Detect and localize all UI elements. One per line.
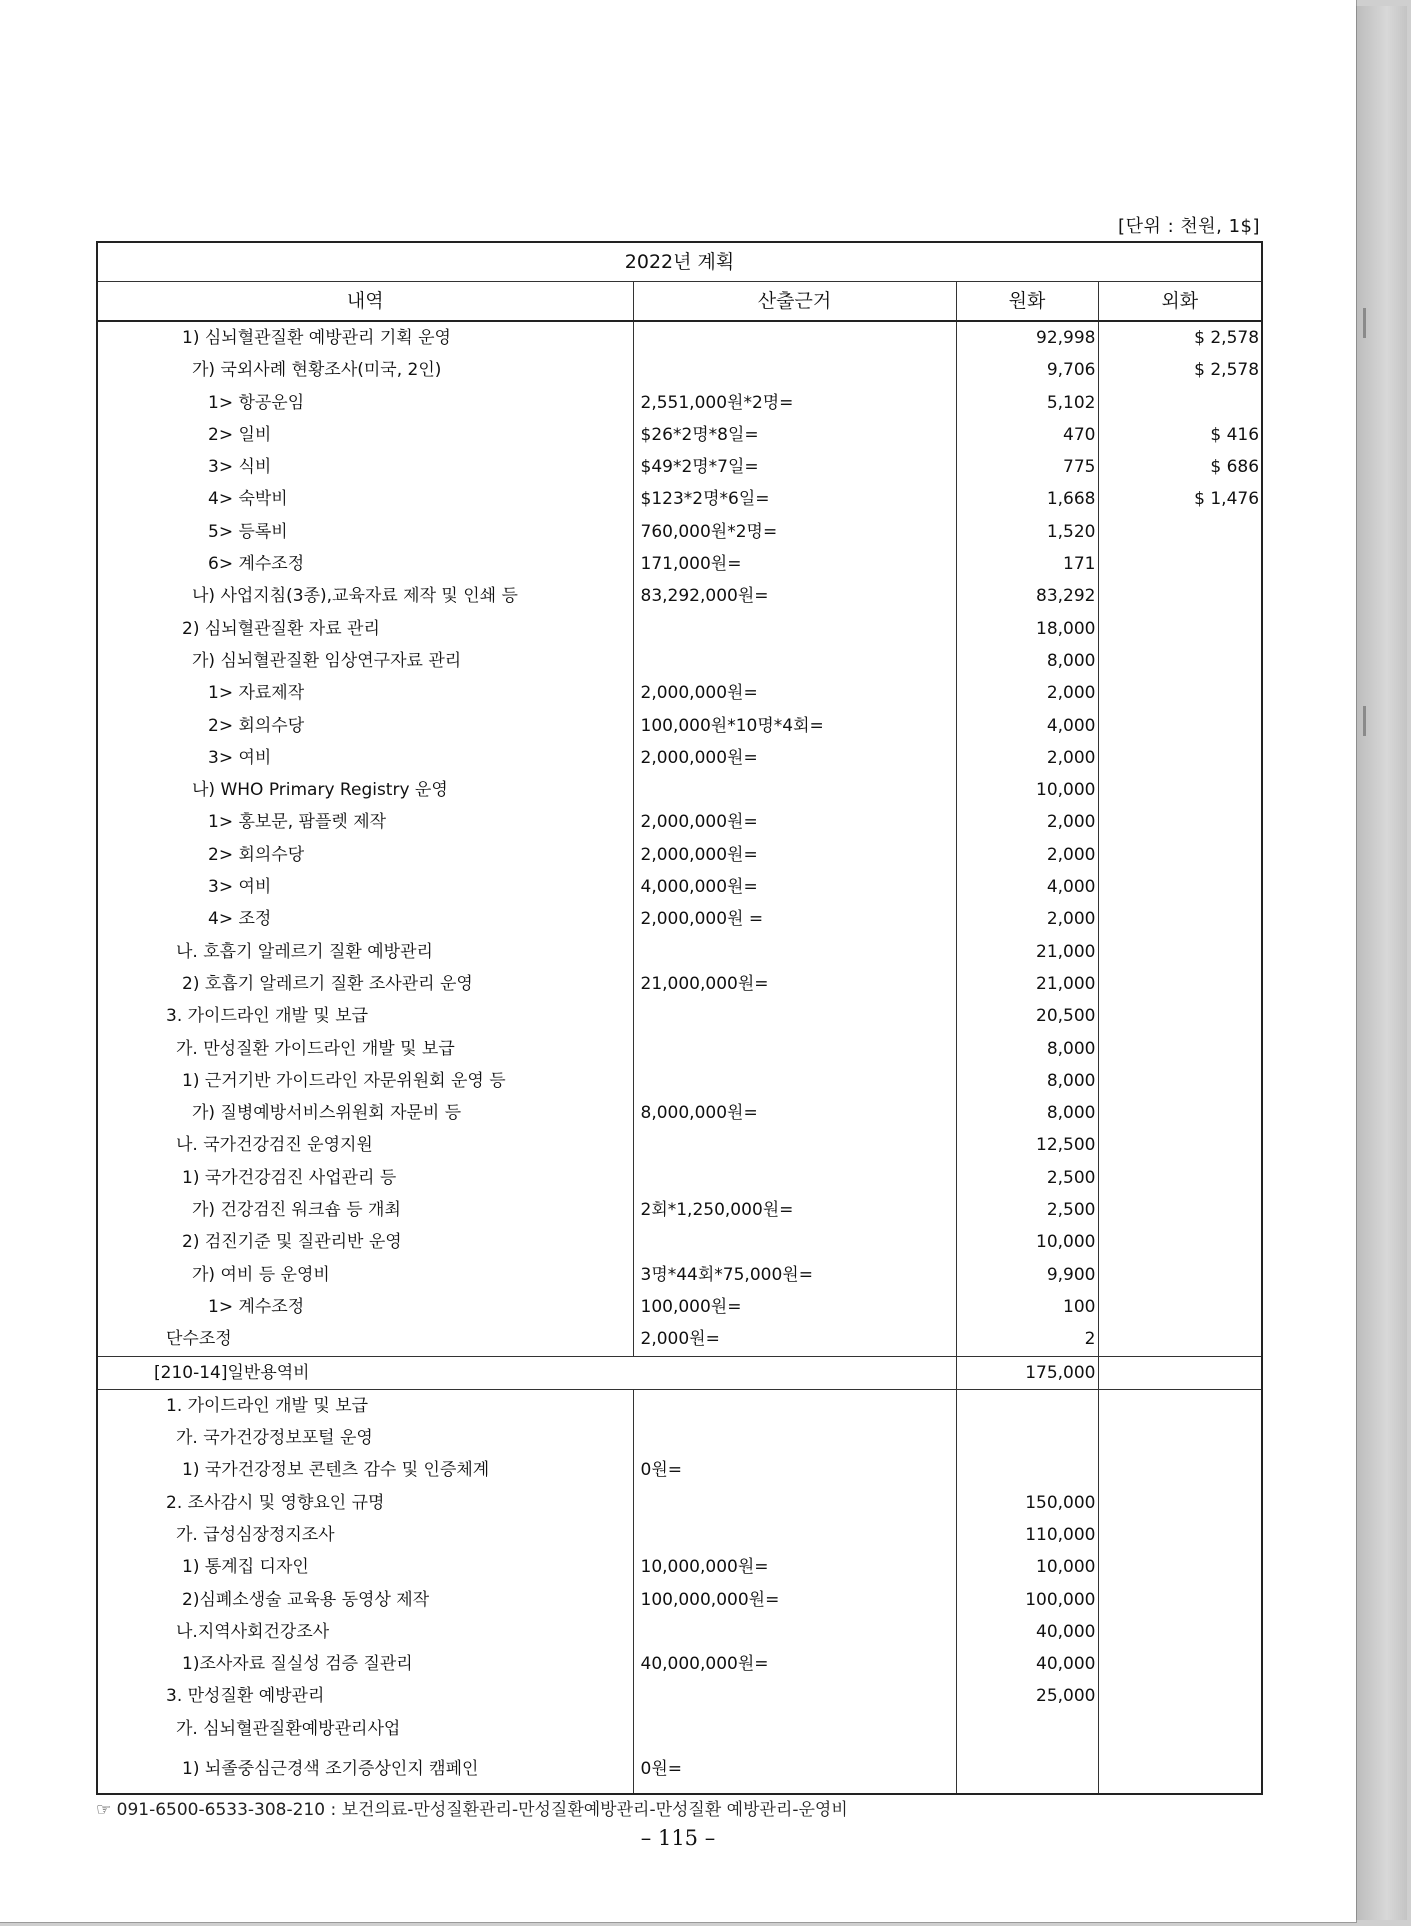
foreign-cell — [1098, 1713, 1262, 1745]
item-label: 나. 국가건강검진 운영지원 — [97, 1129, 633, 1161]
foreign-cell — [1098, 1680, 1262, 1712]
foreign-cell: $ 686 — [1210, 457, 1260, 478]
section-krw: 175,000 — [956, 1356, 1098, 1389]
basis-cell: 100,000,000원= — [633, 1584, 956, 1616]
basis-cell — [633, 1487, 956, 1519]
basis-cell: 2,551,000원*2명= — [633, 387, 956, 419]
krw-cell: 150,000 — [956, 1487, 1098, 1519]
plan-title: 2022년 계획 — [97, 242, 1262, 282]
table-row — [97, 968, 1262, 1000]
krw-cell: 4,000 — [956, 871, 1098, 903]
krw-cell: 2,000 — [956, 806, 1098, 838]
krw-cell — [956, 1745, 1098, 1794]
foreign-cell — [1098, 1584, 1262, 1616]
basis-cell — [633, 645, 956, 677]
item-label: 1. 가이드라인 개발 및 보급 — [97, 1389, 633, 1422]
table-row — [97, 1422, 1262, 1454]
item-label: 1) 뇌졸중심근경색 조기증상인지 캠페인 — [97, 1745, 633, 1794]
item-label: 3. 가이드라인 개발 및 보급 — [97, 1000, 633, 1032]
item-label: 3> 식비 — [97, 451, 633, 483]
item-label: 가) 건강검진 워크숍 등 개최 — [97, 1194, 633, 1226]
basis-cell: 21,000,000원= — [633, 968, 956, 1000]
table-row — [97, 1487, 1262, 1519]
foreign-cell — [1098, 871, 1262, 903]
item-label: 1) 국가건강정보 콘텐츠 감수 및 인증체계 — [97, 1454, 633, 1486]
krw-cell: 2,000 — [956, 742, 1098, 774]
krw-cell: 8,000 — [956, 1097, 1098, 1129]
item-label: 2. 조사감시 및 영향요인 규명 — [97, 1487, 633, 1519]
basis-cell: $123*2명*6일= — [633, 483, 956, 515]
section-foreign — [1098, 1356, 1262, 1389]
foreign-cell — [1098, 1454, 1262, 1486]
basis-cell — [633, 774, 956, 806]
table-row — [97, 1323, 1262, 1356]
table-row — [97, 1551, 1262, 1583]
table-row — [97, 645, 1262, 677]
foreign-cell — [1098, 1487, 1262, 1519]
item-label: 4> 조정 — [97, 903, 633, 935]
basis-cell — [633, 1422, 956, 1454]
krw-cell: 1,668 — [956, 483, 1098, 515]
basis-cell — [633, 1129, 956, 1161]
krw-cell: 2,500 — [956, 1162, 1098, 1194]
item-label: 1) 근거기반 가이드라인 자문위원회 운영 등 — [97, 1065, 633, 1097]
item-label: 2> 회의수당 — [97, 710, 633, 742]
table-row — [97, 387, 1262, 419]
foreign-cell — [1098, 1097, 1262, 1129]
table-row — [97, 1519, 1262, 1551]
krw-cell: 470 — [956, 419, 1098, 451]
basis-cell — [633, 1226, 956, 1258]
table-row — [97, 548, 1262, 580]
krw-cell: 171 — [956, 548, 1098, 580]
krw-cell: 8,000 — [956, 1033, 1098, 1065]
item-label: 1> 자료제작 — [97, 677, 633, 709]
item-label: 나) WHO Primary Registry 운영 — [97, 774, 633, 806]
krw-cell: 21,000 — [956, 936, 1098, 968]
foreign-cell — [1098, 1162, 1262, 1194]
krw-cell: 40,000 — [956, 1648, 1098, 1680]
foreign-cell: $ 416 — [1210, 424, 1260, 445]
table-row — [97, 1584, 1262, 1616]
krw-cell: 18,000 — [956, 613, 1098, 645]
item-label: 5> 등록비 — [97, 516, 633, 548]
item-label: 2) 호흡기 알레르기 질환 조사관리 운영 — [97, 968, 633, 1000]
table-row — [97, 1680, 1262, 1712]
foreign-cell — [1098, 1259, 1262, 1291]
basis-cell: 3명*44회*75,000원= — [633, 1259, 956, 1291]
krw-cell: 2,500 — [956, 1194, 1098, 1226]
foreign-cell — [1098, 806, 1262, 838]
foreign-cell — [1098, 839, 1262, 871]
header-foreign: 외화 — [1098, 282, 1262, 322]
item-label: 가) 질병예방서비스위원회 자문비 등 — [97, 1097, 633, 1129]
basis-cell — [633, 1616, 956, 1648]
table-row — [97, 1097, 1262, 1129]
foreign-cell — [1098, 1194, 1262, 1226]
item-label: 가. 심뇌혈관질환예방관리사업 — [97, 1713, 633, 1745]
krw-cell: 83,292 — [956, 580, 1098, 612]
item-label: 2> 일비 — [97, 419, 633, 451]
basis-cell: 0원= — [633, 1745, 956, 1794]
basis-cell: $49*2명*7일= — [633, 451, 956, 483]
table-row — [97, 1745, 1262, 1794]
table-row — [97, 419, 1262, 451]
foreign-cell — [1098, 1745, 1262, 1794]
table-row — [97, 1033, 1262, 1065]
basis-cell: 2,000,000원= — [633, 839, 956, 871]
foreign-cell — [1098, 936, 1262, 968]
krw-cell: 10,000 — [956, 774, 1098, 806]
table-row — [97, 1713, 1262, 1745]
item-label: 가. 만성질환 가이드라인 개발 및 보급 — [97, 1033, 633, 1065]
foreign-cell — [1098, 1323, 1262, 1356]
table-row — [97, 806, 1262, 838]
page-number: – 115 – — [640, 1826, 716, 1850]
item-label: 1) 국가건강검진 사업관리 등 — [97, 1162, 633, 1194]
item-label: 단수조정 — [97, 1323, 633, 1356]
section-row — [97, 1356, 1262, 1389]
page-edge-mark — [1363, 706, 1366, 736]
krw-cell: 40,000 — [956, 1616, 1098, 1648]
table-row — [97, 613, 1262, 645]
foreign-cell — [1098, 387, 1262, 419]
foreign-cell — [1098, 548, 1262, 580]
table-row — [97, 742, 1262, 774]
basis-cell: 40,000,000원= — [633, 1648, 956, 1680]
account-code-footnote: ☞ 091-6500-6533-308-210 : 보건의료-만성질환관리-만성질환예방관리-만성질환 예방관리-운영비 — [96, 1800, 848, 1820]
foreign-cell — [1098, 903, 1262, 935]
krw-cell: 92,998 — [956, 321, 1098, 354]
basis-cell: 2,000,000원= — [633, 677, 956, 709]
table-row — [97, 1000, 1262, 1032]
krw-cell — [956, 1422, 1098, 1454]
krw-cell: 10,000 — [956, 1226, 1098, 1258]
krw-cell: 20,500 — [956, 1000, 1098, 1032]
basis-cell — [633, 354, 956, 386]
basis-cell — [633, 1065, 956, 1097]
basis-cell: 2,000,000원 = — [633, 903, 956, 935]
item-label: 1> 계수조정 — [97, 1291, 633, 1323]
basis-cell — [633, 1033, 956, 1065]
budget-table — [96, 241, 1263, 1795]
item-label: 3> 여비 — [97, 742, 633, 774]
krw-cell: 25,000 — [956, 1680, 1098, 1712]
item-label: 1> 항공운임 — [97, 387, 633, 419]
foreign-cell — [1098, 1129, 1262, 1161]
table-row — [97, 903, 1262, 935]
item-label: 4> 숙박비 — [97, 483, 633, 515]
basis-cell: 2,000,000원= — [633, 742, 956, 774]
table-row — [97, 1129, 1262, 1161]
krw-cell: 5,102 — [956, 387, 1098, 419]
krw-cell: 9,706 — [956, 354, 1098, 386]
foreign-cell — [1098, 645, 1262, 677]
basis-cell — [633, 1713, 956, 1745]
item-label: 가) 여비 등 운영비 — [97, 1259, 633, 1291]
table-row — [97, 1065, 1262, 1097]
item-label: 가) 국외사례 현황조사(미국, 2인) — [97, 354, 633, 386]
foreign-cell — [1098, 1389, 1262, 1422]
krw-cell: 2,000 — [956, 839, 1098, 871]
unit-label: [단위 : 천원, 1$] — [1118, 216, 1260, 237]
foreign-cell — [1098, 1065, 1262, 1097]
item-label: 1)조사자료 질실성 검증 질관리 — [97, 1648, 633, 1680]
table-row — [97, 580, 1262, 612]
basis-cell: 2,000원= — [633, 1323, 956, 1356]
table-row — [97, 1259, 1262, 1291]
foreign-cell — [1098, 1033, 1262, 1065]
foreign-cell — [1098, 774, 1262, 806]
krw-cell: 775 — [956, 451, 1098, 483]
basis-cell — [633, 613, 956, 645]
table-row — [97, 321, 1262, 354]
item-label: 2) 심뇌혈관질환 자료 관리 — [97, 613, 633, 645]
krw-cell — [956, 1389, 1098, 1422]
krw-cell — [956, 1713, 1098, 1745]
foreign-cell — [1098, 580, 1262, 612]
item-label: 1> 홍보문, 팜플렛 제작 — [97, 806, 633, 838]
krw-cell — [956, 1454, 1098, 1486]
foreign-cell — [1098, 968, 1262, 1000]
table-row — [97, 1194, 1262, 1226]
table-row — [97, 1454, 1262, 1486]
basis-cell — [633, 1680, 956, 1712]
basis-cell: $26*2명*8일= — [633, 419, 956, 451]
table-row — [97, 1162, 1262, 1194]
item-label: 나.지역사회건강조사 — [97, 1616, 633, 1648]
basis-cell — [633, 321, 956, 354]
krw-cell: 10,000 — [956, 1551, 1098, 1583]
item-label: 가) 심뇌혈관질환 임상연구자료 관리 — [97, 645, 633, 677]
foreign-cell — [1098, 1226, 1262, 1258]
krw-cell: 100 — [956, 1291, 1098, 1323]
table-row — [97, 1226, 1262, 1258]
basis-cell: 171,000원= — [633, 548, 956, 580]
table-row — [97, 354, 1262, 386]
basis-cell: 100,000원*10명*4회= — [633, 710, 956, 742]
item-label: 1) 심뇌혈관질환 예방관리 기획 운영 — [97, 321, 633, 354]
foreign-cell — [1098, 1422, 1262, 1454]
foreign-cell — [1098, 1000, 1262, 1032]
foreign-cell — [1098, 677, 1262, 709]
table-row — [97, 710, 1262, 742]
krw-cell: 8,000 — [956, 1065, 1098, 1097]
item-label: 3. 만성질환 예방관리 — [97, 1680, 633, 1712]
basis-cell — [633, 936, 956, 968]
item-label: 2)심폐소생술 교육용 동영상 제작 — [97, 1584, 633, 1616]
krw-cell: 2,000 — [956, 903, 1098, 935]
basis-cell: 2,000,000원= — [633, 806, 956, 838]
krw-cell: 8,000 — [956, 645, 1098, 677]
basis-cell — [633, 1519, 956, 1551]
table-row — [97, 516, 1262, 548]
foreign-cell — [1098, 1616, 1262, 1648]
item-label: 1) 통계집 디자인 — [97, 1551, 633, 1583]
foreign-cell — [1098, 613, 1262, 645]
krw-cell: 110,000 — [956, 1519, 1098, 1551]
item-label: 나) 사업지침(3종),교육자료 제작 및 인쇄 등 — [97, 580, 633, 612]
table-row — [97, 1616, 1262, 1648]
item-label: 6> 계수조정 — [97, 548, 633, 580]
krw-cell: 2 — [956, 1323, 1098, 1356]
header-item: 내역 — [97, 282, 633, 322]
krw-cell: 12,500 — [956, 1129, 1098, 1161]
krw-cell: 21,000 — [956, 968, 1098, 1000]
krw-cell: 4,000 — [956, 710, 1098, 742]
table-row — [97, 483, 1262, 515]
item-label: 가. 급성심장정지조사 — [97, 1519, 633, 1551]
foreign-cell — [1098, 742, 1262, 774]
foreign-cell: $ 2,578 — [1194, 328, 1260, 348]
header-krw: 원화 — [956, 282, 1098, 322]
item-label: 2> 회의수당 — [97, 839, 633, 871]
table-row — [97, 1389, 1262, 1422]
basis-cell: 0원= — [633, 1454, 956, 1486]
section-label: [210-14]일반용역비 — [97, 1356, 956, 1389]
basis-cell: 10,000,000원= — [633, 1551, 956, 1583]
item-label: 2) 검진기준 및 질관리반 운영 — [97, 1226, 633, 1258]
item-label: 가. 국가건강정보포털 운영 — [97, 1422, 633, 1454]
basis-cell — [633, 1000, 956, 1032]
krw-cell: 2,000 — [956, 677, 1098, 709]
table-row — [97, 774, 1262, 806]
basis-cell: 83,292,000원= — [633, 580, 956, 612]
header-basis: 산출근거 — [633, 282, 956, 322]
foreign-cell — [1098, 1519, 1262, 1551]
page-edge-shadow — [1356, 6, 1407, 1920]
foreign-cell — [1098, 1291, 1262, 1323]
basis-cell: 760,000원*2명= — [633, 516, 956, 548]
table-row — [97, 451, 1262, 483]
page-edge-mark — [1363, 308, 1366, 338]
foreign-cell: $ 2,578 — [1194, 360, 1260, 381]
krw-cell: 1,520 — [956, 516, 1098, 548]
basis-cell: 8,000,000원= — [633, 1097, 956, 1129]
table-row — [97, 1291, 1262, 1323]
table-row — [97, 936, 1262, 968]
basis-cell — [633, 1162, 956, 1194]
foreign-cell — [1098, 710, 1262, 742]
foreign-cell — [1098, 1551, 1262, 1583]
krw-cell: 100,000 — [956, 1584, 1098, 1616]
item-label: 나. 호흡기 알레르기 질환 예방관리 — [97, 936, 633, 968]
krw-cell: 9,900 — [956, 1259, 1098, 1291]
basis-cell: 100,000원= — [633, 1291, 956, 1323]
item-label: 3> 여비 — [97, 871, 633, 903]
basis-cell: 4,000,000원= — [633, 871, 956, 903]
table-row — [97, 839, 1262, 871]
basis-cell — [633, 1389, 956, 1422]
foreign-cell — [1098, 516, 1262, 548]
table-row — [97, 677, 1262, 709]
basis-cell: 2회*1,250,000원= — [633, 1194, 956, 1226]
table-row — [97, 871, 1262, 903]
foreign-cell: $ 1,476 — [1194, 489, 1260, 510]
table-row — [97, 1648, 1262, 1680]
foreign-cell — [1098, 1648, 1262, 1680]
